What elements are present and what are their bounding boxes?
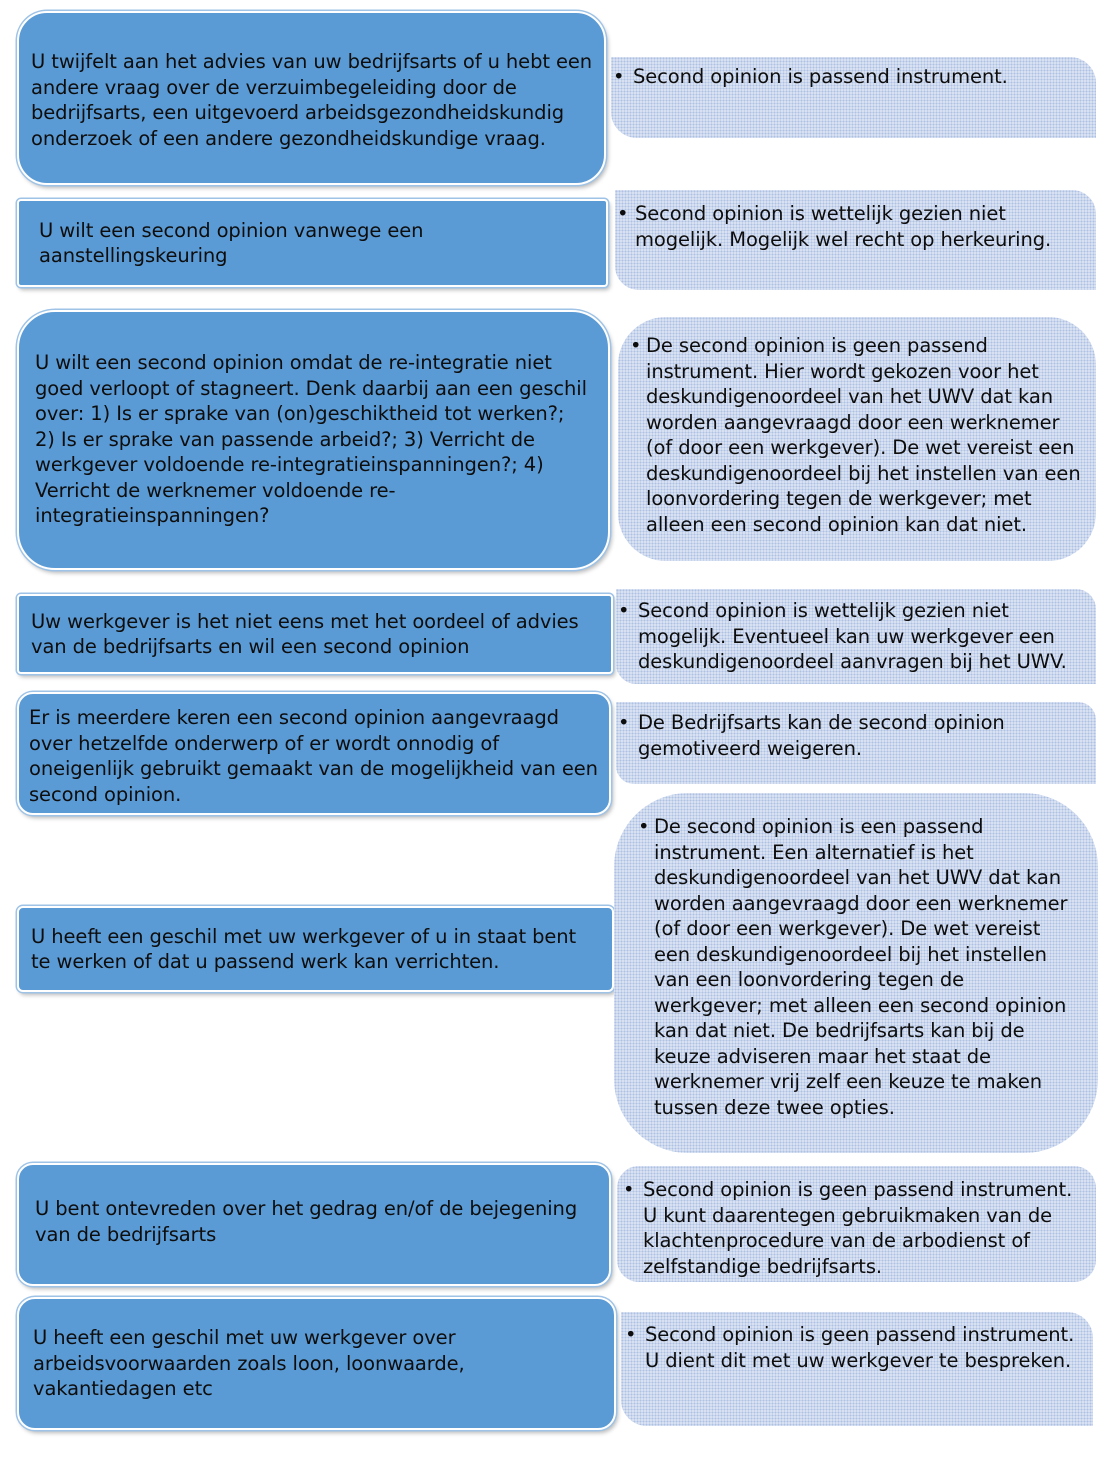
advice-box-4 [616, 589, 1096, 684]
situation-text-6: U heeft een geschil met uw werkgever of u in staat bent te werken of dat u passend werk kan verrichten. [31, 924, 577, 973]
situation-text-1: U twijfelt aan het advies van uw bedrijfsarts of u hebt een andere vraag over de verzuimbegeleiding door de bedrijfsarts, een uitgevoerd arbeidsgezondheidskundig onderzoek of een andere gezondheidskundige vraag. [31, 50, 593, 150]
advice-box-1 [611, 57, 1096, 138]
advice-box-8 [621, 1312, 1093, 1426]
advice-box-5 [616, 702, 1096, 784]
advice-text-7: • Second opinion is geen passend instrument. U kunt daarentegen gebruikmaken van de klachtenprocedure van de arbodienst of zelfstandige bedrijfsarts. [621, 1177, 1088, 1279]
situation-text-3: U wilt een second opinion omdat de re-integratie niet goed verloopt of stagneert. Denk daarbij aan een geschil over: 1) Is er sprake van (on)geschiktheid tot werken?; 2) Is er sprake van passende arbeid?; 3) Verricht de werkgever voldoende re-integratieinspanningen?; 4) Verricht de werknemer voldoende re-integratieinspanningen? [35, 351, 587, 527]
advice-text-6: • De second opinion is een passend instrument. Een alternatief is het deskundigenoordeel van het UWV dat kan worden aangevraagd door een werknemer (of door een werkgever). De wet vereist een deskundigenoordeel bij het instellen van een loonvordering tegen de werkgever; met alleen een second opinion kan dat niet. De bedrijfsarts kan bij de keuze adviseren maar het staat de werknemer vrij zelf een keuze te maken tussen deze twee opties. [632, 814, 1072, 1120]
situation-box-6 [17, 906, 614, 992]
situation-box-4 [17, 594, 613, 674]
advice-text-5: • De Bedrijfsarts kan de second opinion gemotiveerd weigeren. [616, 710, 1084, 761]
situation-text-4: Uw werkgever is het niet eens met het oordeel of advies van de bedrijfsarts en wil een second opinion [31, 609, 579, 658]
advice-box-2 [615, 190, 1096, 290]
situation-text-5: Er is meerdere keren een second opinion aangevraagd over hetzelfde onderwerp of er wordt onnodig of oneigenlijk gebruikt gemaakt van de mogelijkheid van een second opinion. [29, 706, 598, 806]
advice-text-8: • Second opinion is geen passend instrument. U dient dit met uw werkgever te bespreken. [623, 1322, 1079, 1373]
situation-box-1 [17, 11, 606, 185]
situation-text-7: U bent ontevreden over het gedrag en/of de bejegening van de bedrijfsarts [35, 1197, 578, 1246]
situation-text-2: U wilt een second opinion vanwege een aanstellingskeuring [39, 218, 424, 267]
advice-text-2: • Second opinion is wettelijk gezien niet mogelijk. Mogelijk wel recht op herkeuring. [615, 201, 1076, 252]
advice-box-6 [614, 793, 1098, 1153]
situation-box-3 [17, 310, 610, 570]
advice-box-7 [617, 1166, 1096, 1282]
advice-text-3: • De second opinion is geen passend instrument. Hier wordt gekozen voor het deskundigenoordeel van het UWV dat kan worden aangevraagd door een werknemer (of door een werkgever). De wet vereist een deskundigenoordeel bij het instellen van een loonvordering tegen de werkgever; met alleen een second opinion kan dat niet. [624, 333, 1082, 537]
advice-text-1: • Second opinion is passend instrument. [611, 64, 1086, 90]
situation-box-5 [17, 692, 611, 815]
situation-box-7 [17, 1163, 611, 1286]
situation-text-8: U heeft een geschil met uw werkgever over arbeidsvoorwaarden zoals loon, loonwaarde, vakantiedagen etc [33, 1326, 465, 1400]
situation-box-8 [17, 1297, 616, 1430]
advice-text-4: • Second opinion is wettelijk gezien niet mogelijk. Eventueel kan uw werkgever een deskundigenoordeel aanvragen bij het UWV. [616, 598, 1084, 675]
situation-box-2 [17, 199, 608, 287]
advice-box-3 [618, 317, 1096, 561]
